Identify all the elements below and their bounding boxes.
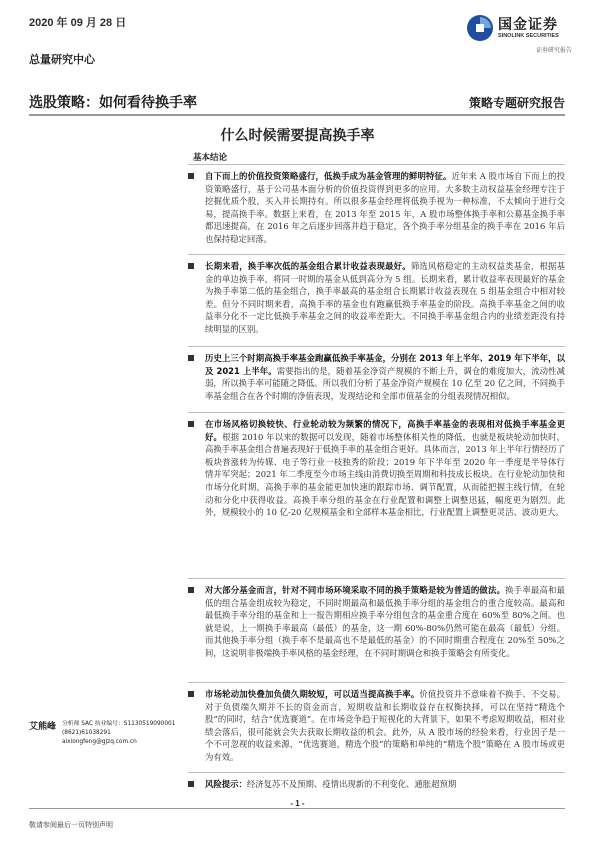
analyst-name: 艾熊峰 xyxy=(29,722,57,732)
page-number: - 1 - xyxy=(290,799,305,808)
summary-point xyxy=(188,412,565,519)
logo-icon xyxy=(465,13,495,43)
summary-text: 市场轮动加快叠加负债久期较短，可以适当提高换手率。价值投资并不意味着不换手、不交易。对于负债端久期并不长的资金而言，短期收益和长期收益存在权衡抉择，可以在坚持“精选个股”的同时，结合“优选赛道”。在市场竞争趋于短视化的大背景下，如果不考虑短期收益，相对业绩会落后，很可能就会失去获取长期收益的机会。此外，从 A 股市场的经验来看，行业因子是一个不可忽视的收益来源，“优选赛道，精选个股”的策略和单纯的“精选个股”策略在 A 股市场或更为有效。 xyxy=(205,689,565,762)
summary-text: 在市场风格切换较快、行业轮动较为频繁的情况下，高换手率基金的表现相对低换手率基金更好。根据 2010 年以来的数据可以发现，随着市场整体相关性的降低，也就是板块轮动加快时，高换手率基金组合普遍表现好于低换手率的基金组合更好。具体而言，2013 年上半年行情经历了板块普涨转为传媒、电子等行业一枝独秀的阶段；2019 年下半年至 2020 年一季度是半导体行情并军突起；2021 年二季度至今市场主线由消费切换至周期和科技成长板块。在行业轮动加快和市场分化时期，高换手率的基金能更加快速的跟踪市场、调节配置，从而能把握主线行情，在轮动和分化中获得收益。高换手率分组的基金在行业配置和调整上调整迅猛，幅度更为剧烈。此外，规模较小的 10 亿-20 亿规模基金和全部样本基金相比，行业配置上调整更灵活、波动更大。 xyxy=(205,419,566,518)
logo-text-cn: 国金证券 xyxy=(498,17,558,33)
report-category: 策略专题研究报告 xyxy=(468,96,565,110)
bullet-icon xyxy=(188,263,194,269)
bullet-icon xyxy=(188,587,194,593)
bullet-icon xyxy=(188,173,194,179)
risk-warning xyxy=(188,772,565,791)
main-title: 什么时候需要提高换手率 xyxy=(220,128,375,144)
bullet-icon xyxy=(188,781,194,787)
analyst-email: aixiongfeng@gjzq.com.cn xyxy=(62,739,137,745)
summary-point xyxy=(188,164,565,246)
bullet-icon xyxy=(188,355,194,361)
bullet-icon xyxy=(188,421,194,427)
risk-text: 风险提示：经济复苏不及预期、疫情出现新的不利变化、通胀超预期 xyxy=(205,779,457,789)
summary-point xyxy=(188,254,565,336)
summary-point xyxy=(188,578,565,660)
header-divider xyxy=(29,114,565,116)
analyst-phone: (8621)61038291 xyxy=(62,730,111,736)
footer-disclaimer: 敬请参阅最后一页特别声明 xyxy=(29,821,113,829)
bullet-icon xyxy=(188,691,194,697)
report-date: 2020 年 09 月 28 日 xyxy=(29,17,127,29)
logo-text-en: SINOLINK SECURITIES xyxy=(498,33,559,39)
report-type-label: 证券研究报告 xyxy=(536,47,573,54)
footer-divider xyxy=(29,808,565,809)
summary-point xyxy=(188,346,565,402)
summary-text: 对大部分基金而言，针对不同市场环境采取不同的换手策略是较为普适的做法。换手率最高和最低的组合基金组成较为稳定，不同时期最高和最低换手率分组的基金组合的重合度较高。最高和最低换手率分组的基金和上一报告期相应换手率分组包含的基金重合度在 60%至 80%之间。也就是说，上一期换手率最高（最低）的基金，这一期 60%-80%仍然可能在最高（最低）分组。而其他换手率分组（换手率不是最高也不是最低的基金）的不同时期重合程度在 20%至 50%之间，这说明非极端换手率风格的基金经理，在不同时期调仓和换手策略会有所变化。 xyxy=(205,585,566,658)
section-label: 基本结论 xyxy=(193,153,228,163)
report-title: 选股策略：如何看待换手率 xyxy=(29,95,197,111)
summary-text: 自下而上的价值投资策略盛行，低换手成为基金管理的鲜明特征。近年来 A 股市场自下而上的投资策略盛行，基于公司基本面分析的价值投资得到更多的应用。大多数主动权益基金经理专注于挖掘优质个股，买入并长期持有。所以很多基金经理将低换手视为一种标准，不太倾向于进行交易，提高换手率。数据上来看，在 2013 年至 2015 年，A 股市场整体换手率和公募基金换手率都迅速提高，在 2016 年之后逐步回落并趋于稳定，各个换手率分组基金的换手率在 2016 年后也保持稳定回落。 xyxy=(205,171,565,244)
department-name: 总量研究中心 xyxy=(29,53,95,66)
summary-text: 历史上三个时期高换手率基金跑赢低换手率基金，分别在 2013 年上半年、2019 年下半年，以及 2021 上半年。需要指出的是，随着基金净资产规模的不断上升，调仓的难度加大，流动性减弱，所以换手率可能随之降低。所以我们分析了基金净资产规模在 10 亿至 20 亿之间，不同换手率基金组合在各个时期的净值表现，发现结论和全部市值基金的分组表现情况相似。 xyxy=(205,353,566,401)
analyst-details xyxy=(62,720,175,747)
summary-point xyxy=(188,682,565,764)
analyst-title: 分析师 SAC 执业编号：S1130519090001 xyxy=(62,721,176,727)
company-logo xyxy=(465,13,585,58)
summary-text: 长期来看，换手率次低的基金组合累计收益表现最好。筛选风格稳定的主动权益类基金，根据基金的单边换手率，将同一时期的基金从低到高分为 5 组。长期来看，累计收益率表现最好的基金为换手率第二低的基金组合，换手率最高的基金组合长期累计收益表现在 5 组基金组合中相对较差。但分不同时期来看，高换手率的基金也有跑赢低换手率基金的阶段。高换手率基金之间的收益率分化不一定比低换手率基金之间的收益率差距大。不同换手率基金组合内的业绩差距没有持续明显的区别。 xyxy=(205,261,565,334)
